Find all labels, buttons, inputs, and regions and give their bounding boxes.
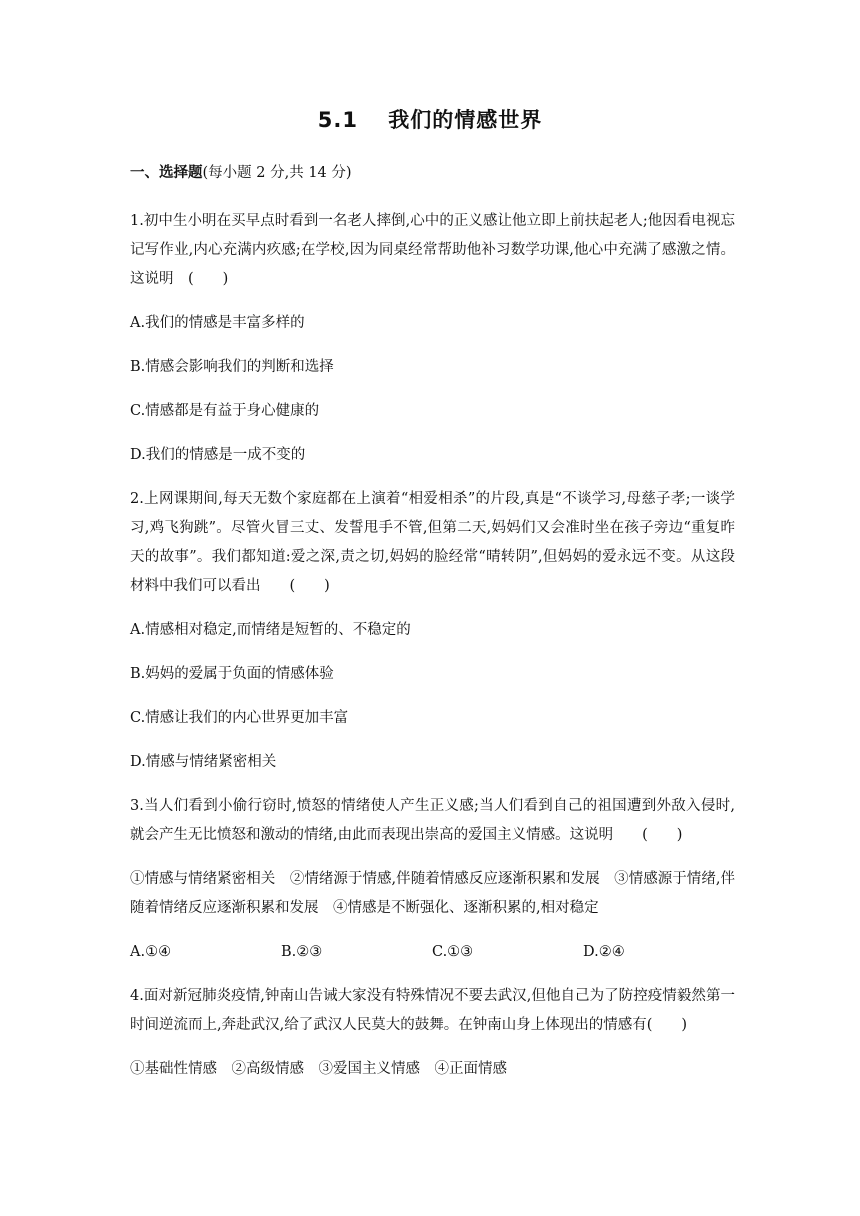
section-label: 一、选择题 — [130, 164, 203, 181]
question-1-option-d: D.我们的情感是一成不变的 — [130, 447, 306, 463]
question-1-option-b: B.情感会影响我们的判断和选择 — [130, 359, 334, 375]
question-1-option-c: C.情感都是有益于身心健康的 — [130, 403, 320, 419]
section-note: (每小题 2 分,共 14 分) — [202, 165, 352, 181]
page-title: 5.1 我们的情感世界 — [317, 108, 543, 132]
question-3-choice-b: B.②③ — [281, 944, 323, 960]
question-2-option-c: C.情感让我们的内心世界更加丰富 — [130, 710, 349, 726]
question-4-stem: 4.面对新冠肺炎疫情,钟南山告诫大家没有特殊情况不要去武汉,但他自己为了防控疫情毅然第一时间逆流而上,奔赴武汉,给了武汉人民莫大的鼓舞。在钟南山身上体现出的情感有( ) — [130, 988, 735, 1033]
question-1-option-a: A.我们的情感是丰富多样的 — [130, 315, 305, 331]
question-3-choices — [130, 938, 735, 967]
document-content — [130, 160, 735, 1099]
question-3-stem: 3.当人们看到小偷行窃时,愤怒的情绪使人产生正义感;当人们看到自己的祖国遭到外敌入侵时,就会产生无比愤怒和激动的情绪,由此而表现出崇高的爱国主义情感。这说明 ( ) — [130, 798, 735, 843]
question-2-option-b: B.妈妈的爱属于负面的情感体验 — [130, 666, 334, 682]
question-3-statements: ①情感与情绪紧密相关 ②情绪源于情感,伴随着情感反应逐渐积累和发展 ③情感源于情绪,伴随着情绪反应逐渐积累和发展 ④情感是不断强化、逐渐积累的,相对稳定 — [130, 871, 735, 916]
question-1-stem: 1.初中生小明在买早点时看到一名老人摔倒,心中的正义感让他立即上前扶起老人;他因看电视忘记写作业,内心充满内疚感;在学校,因为同桌经常帮助他补习数学功课,他心中充满了感激之情。这说明 ( ) — [130, 213, 735, 287]
question-3-choice-d: D.②④ — [583, 944, 625, 960]
question-2-stem: 2.上网课期间,每天无数个家庭都在上演着“相爱相杀”的片段,真是“不谈学习,母慈子孝;一谈学习,鸡飞狗跳”。尽管火冒三丈、发誓甩手不管,但第二天,妈妈们又会准时坐在孩子旁边“重复昨天的故事”。我们都知道:爱之深,责之切,妈妈的脸经常“晴转阴”,但妈妈的爱永远不变。从这段材料中我们可以看出 ( ) — [130, 491, 735, 594]
question-3-choice-a: A.①④ — [130, 944, 172, 960]
question-3-choice-c: C.①③ — [432, 944, 474, 960]
question-2-option-d: D.情感与情绪紧密相关 — [130, 754, 277, 770]
question-4-statements: ①基础性情感 ②高级情感 ③爱国主义情感 ④正面情感 — [130, 1061, 507, 1077]
question-2-option-a: A.情感相对稳定,而情绪是短暂的、不稳定的 — [130, 622, 411, 638]
section-heading — [130, 160, 735, 186]
